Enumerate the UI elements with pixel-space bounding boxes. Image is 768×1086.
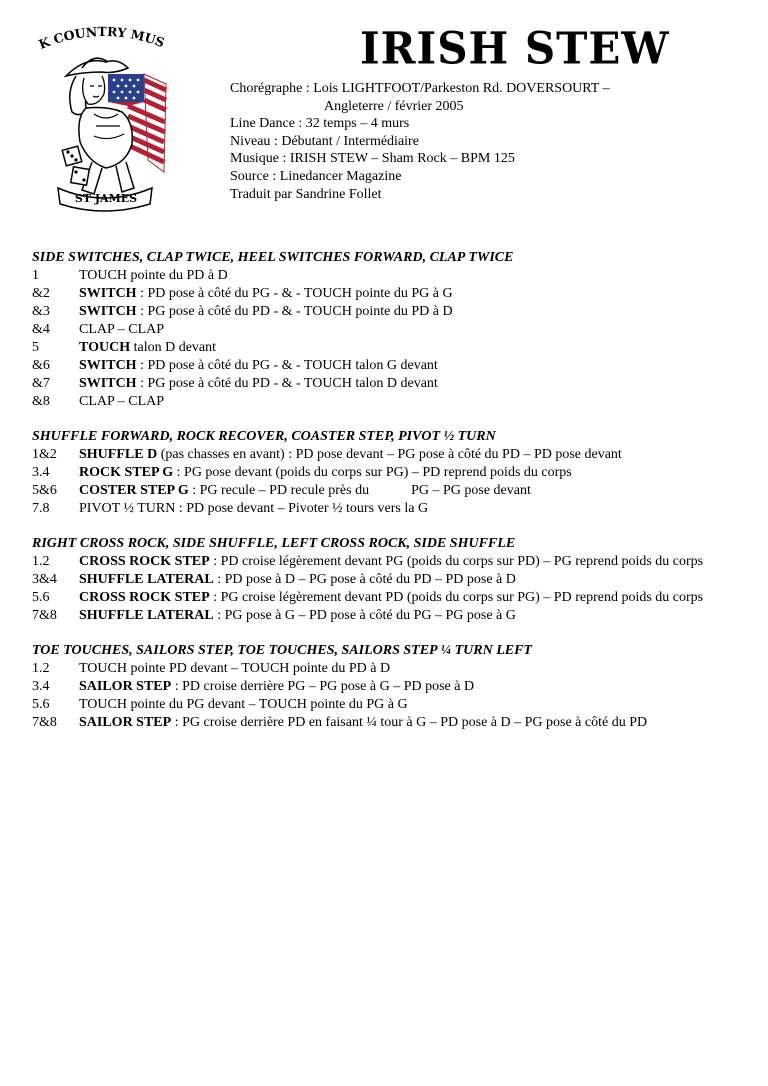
dance-title: IRISH STEW [360,22,670,75]
step-description [79,660,742,678]
cowboy-hat-icon [66,61,128,76]
step-text: : PG recule – PD recule près du PG – PG pose devant [188,483,531,498]
step-keyword: TOUCH [79,340,131,355]
step-count: &6 [32,358,50,373]
step-description [79,571,742,589]
step-count: &7 [32,376,50,391]
step-description [79,446,742,464]
dance-info [230,80,730,203]
info-music: Musique : IRISH STEW – Sham Rock – BPM 125 [230,151,515,167]
step-keyword: SAILOR STEP [79,679,172,694]
step-row [32,267,742,285]
step-keyword: SWITCH [79,358,137,373]
step-description [79,267,742,285]
step-keyword: SWITCH [79,376,137,391]
step-row [32,714,742,732]
logo-top-text: K COUNTRY MUS [36,23,167,52]
step-description [79,607,742,625]
step-row [32,303,742,321]
step-keyword: CROSS ROCK STEP [79,590,210,605]
step-keyword: ROCK STEP G [79,465,174,480]
step-count: &3 [32,304,50,319]
step-description [79,589,742,607]
step-description [79,553,742,571]
step-description [79,357,742,375]
step-text: TOUCH pointe PD devant – TOUCH pointe du PD à D [79,661,391,676]
step-text: : PG croise légèrement devant PD (poids du corps sur PG) – PD reprend poids du corps [209,590,704,605]
step-text: : PD croise derrière PG – PG pose à G – PD pose à D [171,679,475,694]
step-text: : PG pose à G – PD pose à côté du PG – PG pose à G [213,608,516,623]
step-text: CLAP – CLAP [79,394,165,409]
step-keyword: SHUFFLE D [79,447,158,462]
logo-illustration [36,22,172,212]
step-description [79,464,742,482]
step-row [32,321,742,339]
step-row [32,357,742,375]
step-description [79,285,742,303]
step-keyword: COSTER STEP G [79,483,189,498]
step-count: 5.6 [32,590,50,605]
step-description [79,393,742,411]
step-text: CLAP – CLAP [79,322,165,337]
info-choreographer: Chorégraphe : Lois LIGHTFOOT/Parkeston Rd. DOVERSOURT – [230,81,610,96]
step-section [32,249,742,411]
step-row [32,393,742,411]
step-row [32,446,742,464]
step-description [79,321,742,339]
step-description [79,303,742,321]
step-row [32,553,742,571]
step-count: 5 [32,340,39,355]
step-text: : PD pose à D – PG pose à côté du PD – PD pose à D [213,572,516,587]
step-section [32,642,742,732]
step-count: 1 [32,268,39,283]
step-text: : PG pose à côté du PD - & - TOUCH pointe du PD à D [136,304,453,319]
step-row [32,482,742,500]
step-row [32,607,742,625]
step-count: &2 [32,286,50,301]
step-keyword: SAILOR STEP [79,715,172,730]
step-keyword: SWITCH [79,286,137,301]
step-row [32,285,742,303]
face-icon [83,76,105,104]
step-count: 5.6 [32,697,50,712]
step-description [79,678,742,696]
step-text: : PG pose à côté du PD - & - TOUCH talon D devant [136,376,438,391]
step-text: : PG pose devant (poids du corps sur PG) – PD reprend poids du corps [173,465,572,480]
info-choreographer-cont: Angleterre / février 2005 [324,98,464,114]
step-keyword: SHUFFLE LATERAL [79,608,214,623]
step-count: 1&2 [32,447,57,462]
info-translator: Traduit par Sandrine Follet [230,186,382,202]
step-text: : PD pose à côté du PG - & - TOUCH pointe du PG à G [136,286,453,301]
step-count: 7&8 [32,715,57,730]
step-text: TOUCH pointe du PD à D [79,268,228,283]
section-title: SHUFFLE FORWARD, ROCK RECOVER, COASTER STEP, PIVOT ½ TURN [32,429,496,444]
step-section [32,428,742,518]
section-title: SIDE SWITCHES, CLAP TWICE, HEEL SWITCHES FORWARD, CLAP TWICE [32,250,514,265]
step-keyword: SHUFFLE LATERAL [79,572,214,587]
step-row [32,339,742,357]
step-count: &8 [32,394,50,409]
step-row [32,571,742,589]
step-text: TOUCH pointe du PG devant – TOUCH pointe du PG à G [79,697,408,712]
step-row [32,660,742,678]
step-count: 1.2 [32,661,50,676]
step-count: 7&8 [32,608,57,623]
step-count: 3.4 [32,679,50,694]
step-keyword: CROSS ROCK STEP [79,554,210,569]
step-row [32,678,742,696]
step-row [32,696,742,714]
step-row [32,464,742,482]
info-level: Niveau : Débutant / Intermédiaire [230,133,419,149]
step-row [32,589,742,607]
section-title: RIGHT CROSS ROCK, SIDE SHUFFLE, LEFT CROSS ROCK, SIDE SHUFFLE [32,536,516,551]
step-text: PIVOT ½ TURN : PD pose devant – Pivoter ½ tours vers la G [79,501,429,516]
step-description [79,482,742,500]
step-row [32,375,742,393]
section-title: TOE TOUCHES, SAILORS STEP, TOE TOUCHES, SAILORS STEP ¼ TURN LEFT [32,643,532,658]
logo-bottom-text: ST JAMES [74,192,138,205]
step-count: &4 [32,322,50,337]
step-text: : PD croise légèrement devant PG (poids du corps sur PD) – PG reprend poids du corps [209,554,704,569]
step-count: 7.8 [32,501,50,516]
step-text: (pas chasses en avant) : PD pose devant – PG pose à côté du PD – PD pose devant [157,447,622,462]
step-description [79,375,742,393]
step-count: 3.4 [32,465,50,480]
step-text: talon D devant [130,340,217,355]
step-count: 1.2 [32,554,50,569]
step-sheet [32,249,742,749]
step-row [32,500,742,518]
step-keyword: SWITCH [79,304,137,319]
step-count: 5&6 [32,483,57,498]
step-count: 3&4 [32,572,57,587]
step-description [79,339,742,357]
info-line-dance: Line Dance : 32 temps – 4 murs [230,116,410,132]
club-logo [36,22,172,212]
step-text: : PD pose à côté du PG - & - TOUCH talon G devant [136,358,438,373]
step-description [79,714,742,732]
step-description [79,696,742,714]
step-description [79,500,742,518]
info-source: Source : Linedancer Magazine [230,168,402,184]
step-text: : PG croise derrière PD en faisant ¼ tour à G – PD pose à D – PG pose à côté du PD [171,715,648,730]
step-section [32,535,742,625]
